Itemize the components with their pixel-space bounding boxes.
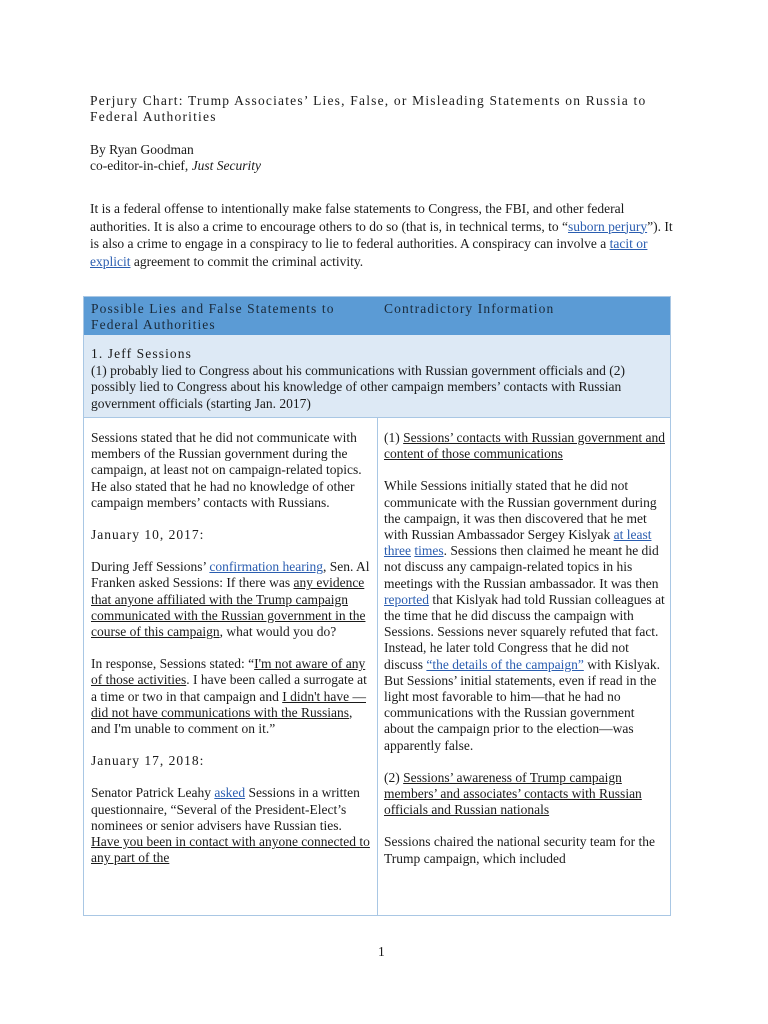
section-row-jeff-sessions [84,335,670,418]
text: During Jeff Sessions’ [91,559,210,575]
text: , what would you do? [219,624,337,640]
possible-lies-cell [91,430,373,866]
underlined-quote: I didn't have — did not have communications with the Russians [91,688,366,720]
col1-hearing-paragraph [91,559,373,640]
underlined-quote: I'm not aware of any of those activities [91,656,366,688]
asked-link[interactable]: asked [214,785,246,801]
date-jan-17-2018: January 17, 2018: [91,753,205,769]
suborn-perjury-link[interactable]: suborn perjury [568,218,648,234]
text: Senator Patrick Leahy [91,785,215,801]
text: , Sen. Al Franken asked Sessions: If there was [91,559,370,591]
section-summary: (1) probably lied to Congress about his communications with Russian government officials and (2) possibly lied to Congress about his knowledge of other campaign members’ contacts with Russian government officials (starting Jan. 2017) [91,362,626,411]
details-of-campaign-link[interactable]: “the details of the campaign” [426,656,584,672]
section-heading [91,346,663,412]
col2-national-security-paragraph: Sessions chaired the national security team for the Trump campaign, which included [384,834,656,866]
byline-publication: Just Security [191,158,262,173]
tacit-or-explicit-link[interactable]: tacit or explicit [90,236,648,269]
byline-author: By Ryan Goodman [90,142,194,157]
perjury-table [83,296,671,916]
document-title: Perjury Chart: Trump Associates’ Lies, False, or Misleading Statements on Russia to Federal Authorities [90,93,647,124]
text: (2) [384,769,404,785]
text: While Sessions initially stated that he did not communicate with the Russian government during the campaign, it was then discovered that he met with Russian Ambassador Sergey Kislyak [384,478,657,543]
table-header-row [84,297,670,335]
times-link[interactable]: times [414,543,444,559]
section-name: 1. Jeff Sessions [91,346,192,361]
text: that Kislyak had told Russian colleagues at the time that he did discuss the campaign with Sessions. Sessions never squarely refuted that fact. Instead, he later told Congress that he did not discuss [384,591,665,672]
text: In response, Sessions stated: “ [91,656,255,672]
intro-text-1: It is a federal offense to intentionally make false statements to Congress, the FBI, and other federal authorities. It is also a crime to encourage others to do so (that is, in technical terms, to “ [90,201,625,234]
text: . I have been called a surrogate at a time or two in that campaign and [91,672,367,704]
col1-response-paragraph [91,656,373,737]
col2-heading-2 [384,770,666,819]
text: , and I'm unable to comment on it.” [91,704,353,737]
text: with Kislyak. But Sessions’ initial statements, even if read in the light most favorable to him—that he had no communications with the Russian government about the campaign prior to the election—was apparently false. [384,656,660,753]
byline-role [90,158,261,174]
text: Sessions in a written questionnaire, “Several of the President-Elect’s nominees or senior advisers have Russian ties. [91,785,360,833]
col2-contacts-paragraph [384,478,666,753]
date-jan-10-2017: January 10, 2017: [91,527,205,543]
col1-intro: Sessions stated that he did not communicate with members of the Russian government during the campaign, at least not on campaign-related topics. He also stated that he had no knowledge of other campaign members’ contacts with Russians. [91,430,362,510]
byline-role-prefix: co-editor-in-chief, [90,158,192,173]
reported-link[interactable]: reported [384,591,429,607]
intro-text-2: ”). It is also a crime to engage in a conspiracy to lie to federal authorities. A conspiracy can involve a [90,218,673,251]
header-possible-lies: Possible Lies and False Statements to Federal Authorities [91,301,335,332]
col1-leahy-paragraph [91,785,373,866]
text: (1) [384,430,404,445]
underlined-heading: Sessions’ contacts with Russian government and content of those communications [384,430,665,462]
three-link[interactable]: three [384,543,411,559]
underlined-heading: Sessions’ awareness of Trump campaign members’ and associates’ contacts with Russian officials and Russian nationals [384,769,642,818]
page-number: 1 [378,944,385,959]
underlined-quote: Have you been in contact with anyone connected to any part of the [91,834,370,866]
underlined-quote: any evidence that anyone affiliated with the Trump campaign communicated with the Russian government in the course of this campaign [91,575,366,640]
header-contradictory-info: Contradictory Information [384,301,555,316]
intro-paragraph [90,200,680,270]
confirmation-hearing-link[interactable]: confirmation hearing [209,559,323,575]
contradictory-info-cell [384,430,666,867]
byline [90,142,261,174]
column-divider [377,418,378,916]
col2-heading-1 [384,430,666,462]
text: . Sessions then claimed he meant he did not discuss any campaign-related topics in his meetings with the Russian ambassador. It was then [384,543,659,591]
intro-text-3: agreement to commit the criminal activity. [130,253,364,269]
at-least-link[interactable]: at least [613,527,652,543]
